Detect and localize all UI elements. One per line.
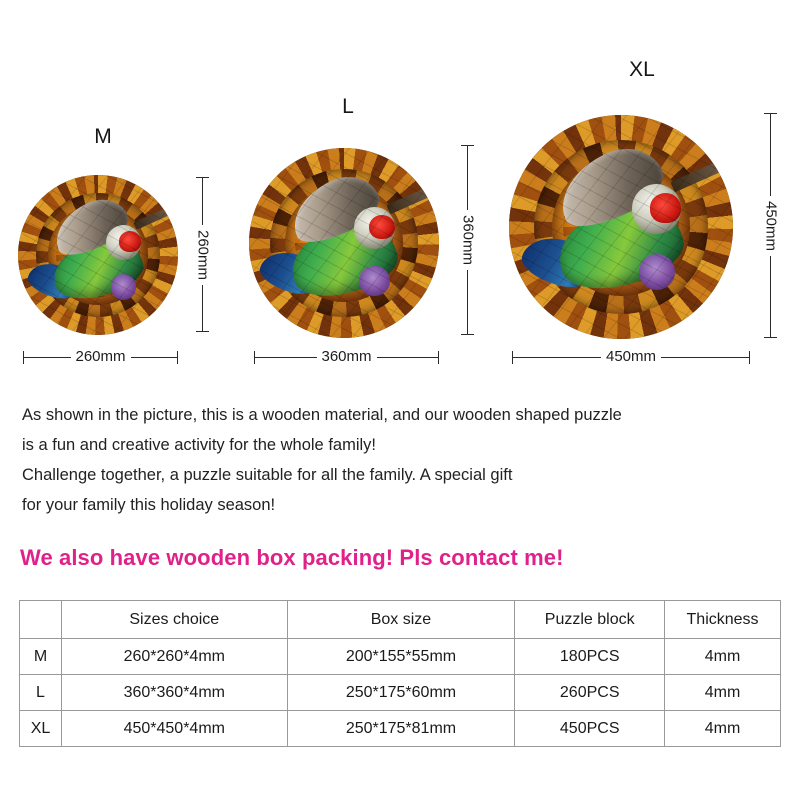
width-dimension-l-label: 360mm (316, 348, 376, 365)
cell-puzzle-block: 180PCS (515, 639, 665, 675)
table-row (20, 639, 781, 675)
promo-text: We also have wooden box packing! Pls contact me! (20, 545, 564, 570)
puzzle-image-l (249, 148, 439, 338)
description-line-3: Challenge together, a puzzle suitable for all the family. A special gift (22, 466, 513, 484)
puzzle-image-m (18, 175, 178, 335)
size-label-m: M (94, 125, 112, 148)
cell-size: L (20, 675, 62, 711)
puzzle-image-xl (509, 115, 733, 339)
width-dimension-m (23, 348, 178, 365)
cell-size: XL (20, 711, 62, 747)
table-header-puzzle-block: Puzzle block (515, 601, 665, 639)
cell-box-size: 250*175*60mm (287, 675, 515, 711)
cell-thickness: 4mm (665, 675, 781, 711)
width-dimension-xl (512, 348, 750, 365)
table-header-row (20, 601, 781, 639)
width-dimension-xl-label: 450mm (601, 348, 661, 365)
puzzle-cut-lines (18, 175, 178, 335)
puzzle-cut-lines (509, 115, 733, 339)
height-dimension-l-label: 360mm (459, 210, 476, 270)
cell-size: M (20, 639, 62, 675)
cell-box-size: 250*175*81mm (287, 711, 515, 747)
specification-table (19, 600, 781, 747)
table-header-sizes-choice: Sizes choice (61, 601, 287, 639)
table-row (20, 675, 781, 711)
cell-thickness: 4mm (665, 639, 781, 675)
height-dimension-m-label: 260mm (194, 224, 211, 284)
size-comparison-area (0, 0, 800, 382)
cell-puzzle-block: 260PCS (515, 675, 665, 711)
table-header-thickness: Thickness (665, 601, 781, 639)
cell-sizes-choice: 360*360*4mm (61, 675, 287, 711)
description-line-2: is a fun and creative activity for the whole family! (22, 436, 376, 454)
description-line-4: for your family this holiday season! (22, 496, 276, 514)
size-label-l: L (342, 95, 354, 118)
table-header-box-size: Box size (287, 601, 515, 639)
puzzle-cut-lines (249, 148, 439, 338)
cell-sizes-choice: 260*260*4mm (61, 639, 287, 675)
table-row (20, 711, 781, 747)
cell-thickness: 4mm (665, 711, 781, 747)
size-label-xl: XL (629, 58, 655, 81)
height-dimension-m (194, 177, 211, 332)
cell-box-size: 200*155*55mm (287, 639, 515, 675)
table-header-empty (20, 601, 62, 639)
description-text (22, 400, 762, 520)
height-dimension-xl (762, 113, 779, 338)
height-dimension-xl-label: 450mm (762, 195, 779, 255)
cell-puzzle-block: 450PCS (515, 711, 665, 747)
width-dimension-l (254, 348, 439, 365)
height-dimension-l (459, 145, 476, 335)
cell-sizes-choice: 450*450*4mm (61, 711, 287, 747)
description-line-1: As shown in the picture, this is a wooden material, and our wooden shaped puzzle (22, 406, 622, 424)
width-dimension-m-label: 260mm (70, 348, 130, 365)
